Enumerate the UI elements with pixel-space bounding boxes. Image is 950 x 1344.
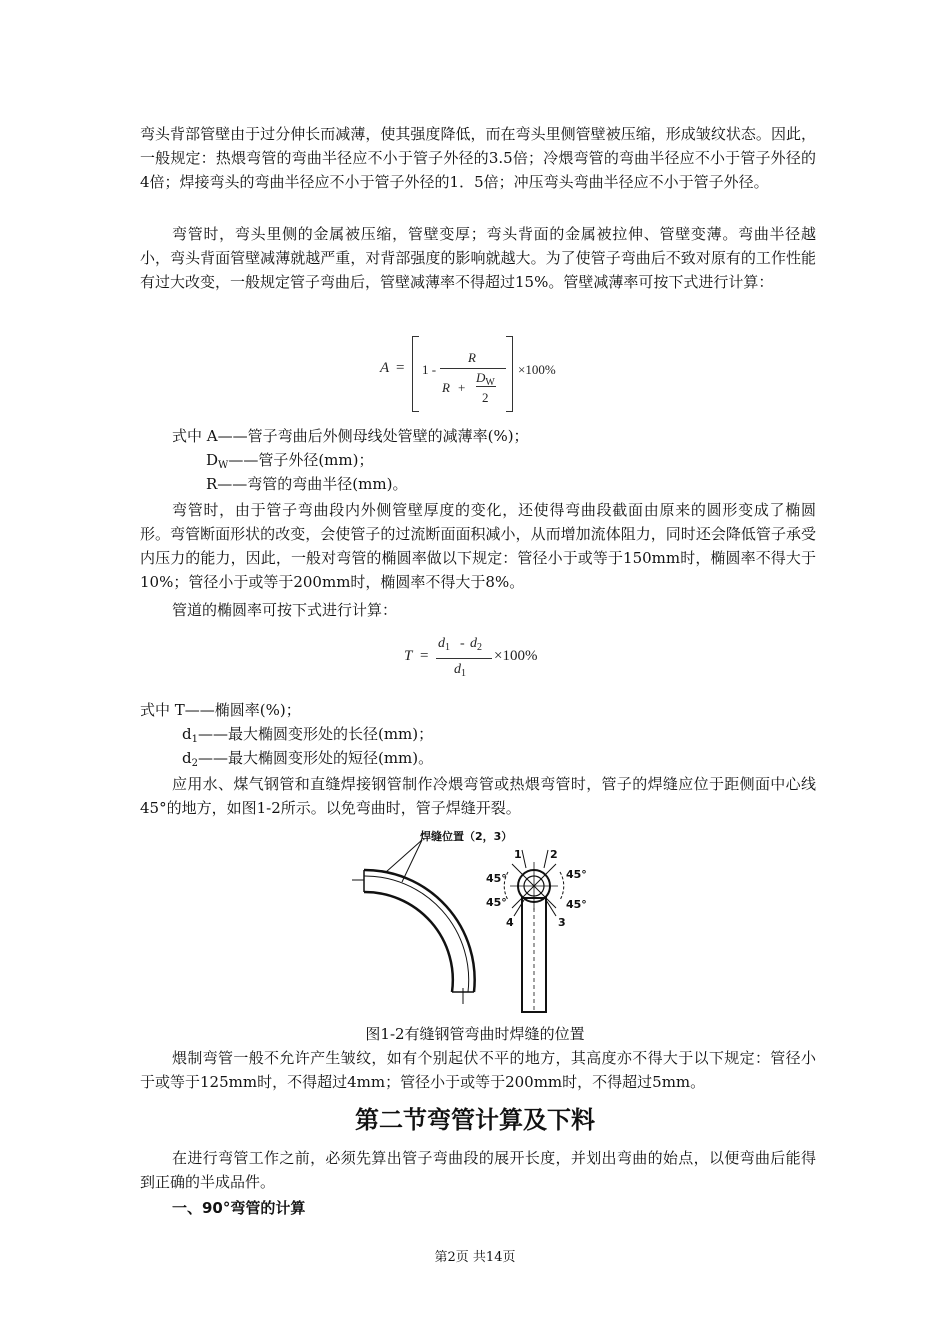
- formula-times-100: ×100%: [518, 362, 556, 377]
- formula2-times-100: ×100%: [494, 648, 538, 664]
- left-bracket: [412, 336, 419, 412]
- definition-d1: $d_1——$最大椭圆变形处的长径(mm)；: [182, 725, 434, 745]
- position-number-2: 2: [550, 848, 558, 861]
- inner-fraction-bar: [476, 386, 496, 387]
- formula-thinning-rate: [380, 334, 580, 414]
- figure-caption: 图1-2有缝钢管弯曲时焊缝的位置: [365, 1025, 585, 1043]
- position-number-1: 1: [514, 848, 522, 861]
- formula2-fraction-bar: [436, 658, 492, 659]
- page-footer: 第2页 共14页: [434, 1250, 516, 1265]
- position-number-4: 4: [506, 916, 514, 929]
- formula-den-plus: +: [458, 380, 466, 395]
- formula2-den-d1: $d_1$: [454, 662, 466, 679]
- weld-position-label: 焊缝位置（2，3）: [420, 830, 513, 843]
- subsection-title: 一、90°弯管的计算: [172, 1199, 306, 1217]
- section-title: 第二节弯管计算及下料: [355, 1106, 595, 1134]
- formula-numerator: R: [468, 350, 476, 365]
- formula-one-minus: 1 -: [422, 362, 437, 377]
- formula-dw: $D_W$: [476, 370, 495, 388]
- definition-r: R——弯管的弯曲半径(mm)。: [206, 475, 408, 493]
- bent-pipe-drawing: [352, 870, 475, 1004]
- paragraph-bend-calculation-intro: 在进行弯管工作之前，必须先算出管子弯曲段的展开长度，并划出弯曲的始点，以便弯曲后能得到正确的半成品件。: [140, 1149, 816, 1191]
- weld-leader-lines: [386, 840, 422, 882]
- angle-label-bottom-left: 45°: [486, 896, 507, 909]
- figure-weld-position: [350, 828, 600, 1018]
- paragraph-wall-thinning-rules: 弯头背部管壁由于过分伸长而减薄，使其强度降低，而在弯头里侧管壁被压缩，形成皱纹状态。因此，一般规定：热煨弯管的弯曲半径应不小于管子外径的3.5倍；冷煨弯管的弯曲半径应不小于管子外径的4倍；焊接弯头的弯曲半径应不小于管子外径的1．5倍；冲压弯头弯曲半径应不小于管子外径。: [140, 125, 816, 191]
- definition-t: 式中 T——椭圆率(%)；: [140, 701, 301, 719]
- formula2-d1: $d_1$: [438, 636, 450, 653]
- fraction-bar: [440, 368, 506, 369]
- position-number-3: 3: [558, 916, 566, 929]
- formula2-equals: =: [420, 648, 429, 664]
- pipe-cross-section: [504, 850, 564, 1012]
- definition-a: 式中 A——管子弯曲后外侧母线处管壁的减薄率(%)；: [172, 427, 529, 445]
- formula-two: 2: [482, 390, 489, 405]
- formula2-lhs: T: [404, 648, 413, 664]
- formula-ellipticity: [404, 636, 564, 686]
- formula-equals: =: [396, 360, 405, 376]
- angle-label-top-right: 45°: [566, 868, 587, 881]
- angle-label-top-left: 45°: [486, 872, 507, 885]
- paragraph-wrinkle-limits: 煨制弯管一般不允许产生皱纹，如有个别起伏不平的地方，其高度亦不得大于以下规定：管径小于或等于125mm时，不得超过4mm；管径小于或等于200mm时，不得超过5mm。: [140, 1049, 816, 1091]
- paragraph-thinning-rate: 弯管时，弯头里侧的金属被压缩，管壁变厚；弯头背面的金属被拉伸、管壁变薄。弯曲半径越小，弯头背面管壁减薄就越严重，对背部强度的影响就越大。为了使管子弯曲后不致对原有的工作性能有过大改变，一般规定管子弯曲后，管壁减薄率不得超过15%。管壁减薄率可按下式进行计算：: [140, 225, 816, 291]
- definition-dw: $D_W——$管子外径(mm)；: [206, 451, 374, 471]
- paragraph-ellipticity: 弯管时，由于管子弯曲段内外侧管壁厚度的变化，还使得弯曲段截面由原来的圆形变成了椭圆形。弯管断面形状的改变，会使管子的过流断面面积减小，从而增加流体阻力，同时还会降低管子承受内压力的能力，因此，一般对弯管的椭圆率做以下规定：管径小于或等于150mm时，椭圆率不得大于10%；管径小于或等于200mm时，椭圆率不得大于8%。: [140, 501, 816, 591]
- formula2-minus: -: [460, 636, 465, 651]
- formula-den-r: R: [442, 380, 450, 395]
- definition-d2: $d_2——$最大椭圆变形处的短径(mm)。: [182, 749, 434, 769]
- paragraph-ellipticity-formula-intro: 管道的椭圆率可按下式进行计算：: [172, 601, 398, 619]
- angle-label-bottom-right: 45°: [566, 898, 587, 911]
- formula-lhs: A: [380, 360, 390, 376]
- formula2-d2: $d_2$: [470, 636, 482, 653]
- right-bracket: [506, 336, 513, 412]
- paragraph-weld-position: 应用水、煤气钢管和直缝焊接钢管制作冷煨弯管或热煨弯管时，管子的焊缝应位于距侧面中心线45°的地方，如图1-2所示。以免弯曲时，管子焊缝开裂。: [140, 775, 816, 817]
